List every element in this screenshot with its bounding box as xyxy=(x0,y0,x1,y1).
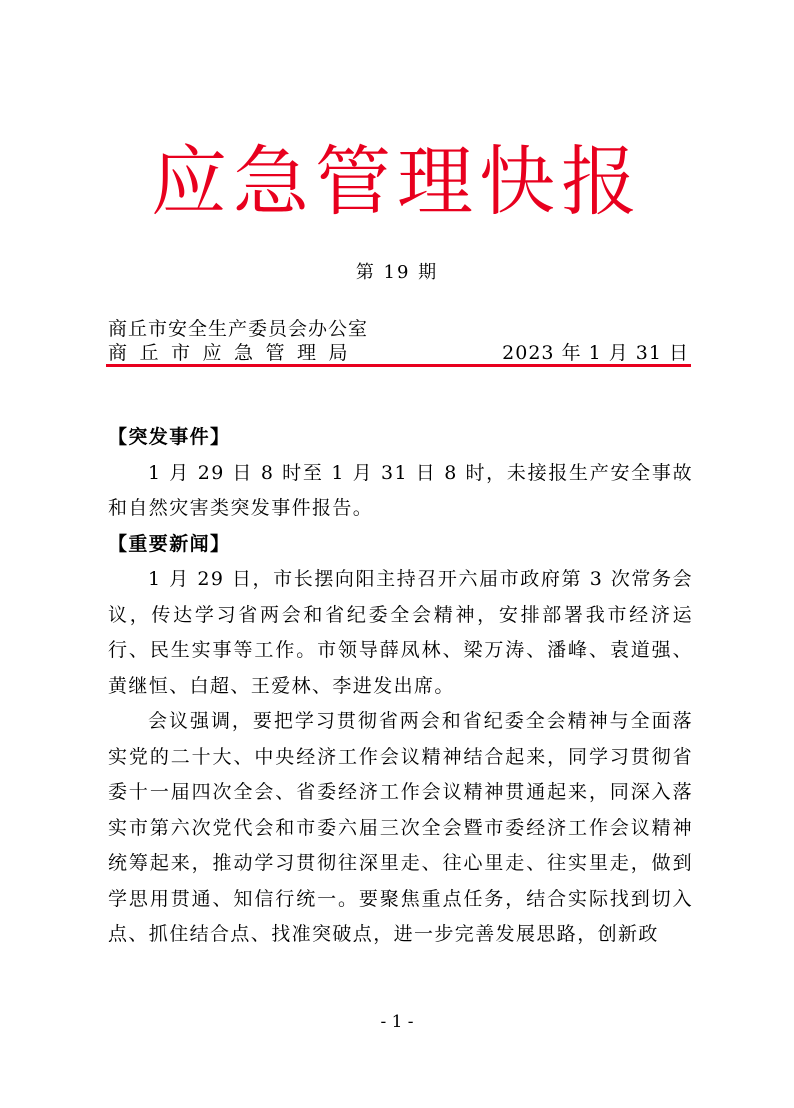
masthead-title: 应急管理快报 xyxy=(151,137,643,226)
issue-date: 2023 年 1 月 31 日 xyxy=(502,342,689,364)
issuer-bureau: 商丘市应急管理局 xyxy=(108,342,361,364)
section-heading-news: 【重要新闻】 xyxy=(108,532,231,555)
red-divider-line xyxy=(106,364,691,367)
page-number: - 1 - xyxy=(380,1012,414,1032)
paragraph-emergency-report: 1 月 29 日 8 时至 1 月 31 日 8 时，未接报生产安全事故和自然灾害类突发事件报告。 xyxy=(108,461,693,519)
issue-number: 第 19 期 xyxy=(355,262,439,283)
section-heading-emergency: 【突发事件】 xyxy=(108,426,231,448)
paragraph-news-meeting: 1 月 29 日，市长摆向阳主持召开六届市政府第 3 次常务会议，传达学习省两会和省纪委全会精神，安排部署我市经济运行、民生实事等工作。市领导薛凤林、梁万涛、潘峰、袁道强、黄继恒、白超、王爱林、李进发出席。 xyxy=(108,568,693,697)
document-body xyxy=(108,420,693,953)
paragraph-news-emphasis: 会议强调，要把学习贯彻省两会和省纪委全会精神与全面落实党的二十大、中央经济工作会议精神结合起来，同学习贯彻省委十一届四次全会、省委经济工作会议精神贯通起来，同深入落实市第六次党代会和市委六届三次全会暨市委经济工作会议精神统筹起来，推动学习贯彻往深里走、往心里走、往实里走，做到学思用贯通、知信行统一。要聚焦重点任务，结合实际找到切入点、抓住结合点、找准突破点，进一步完善发展思路，创新政 xyxy=(108,710,693,945)
issuer-office: 商丘市安全生产委员会办公室 xyxy=(108,318,369,340)
